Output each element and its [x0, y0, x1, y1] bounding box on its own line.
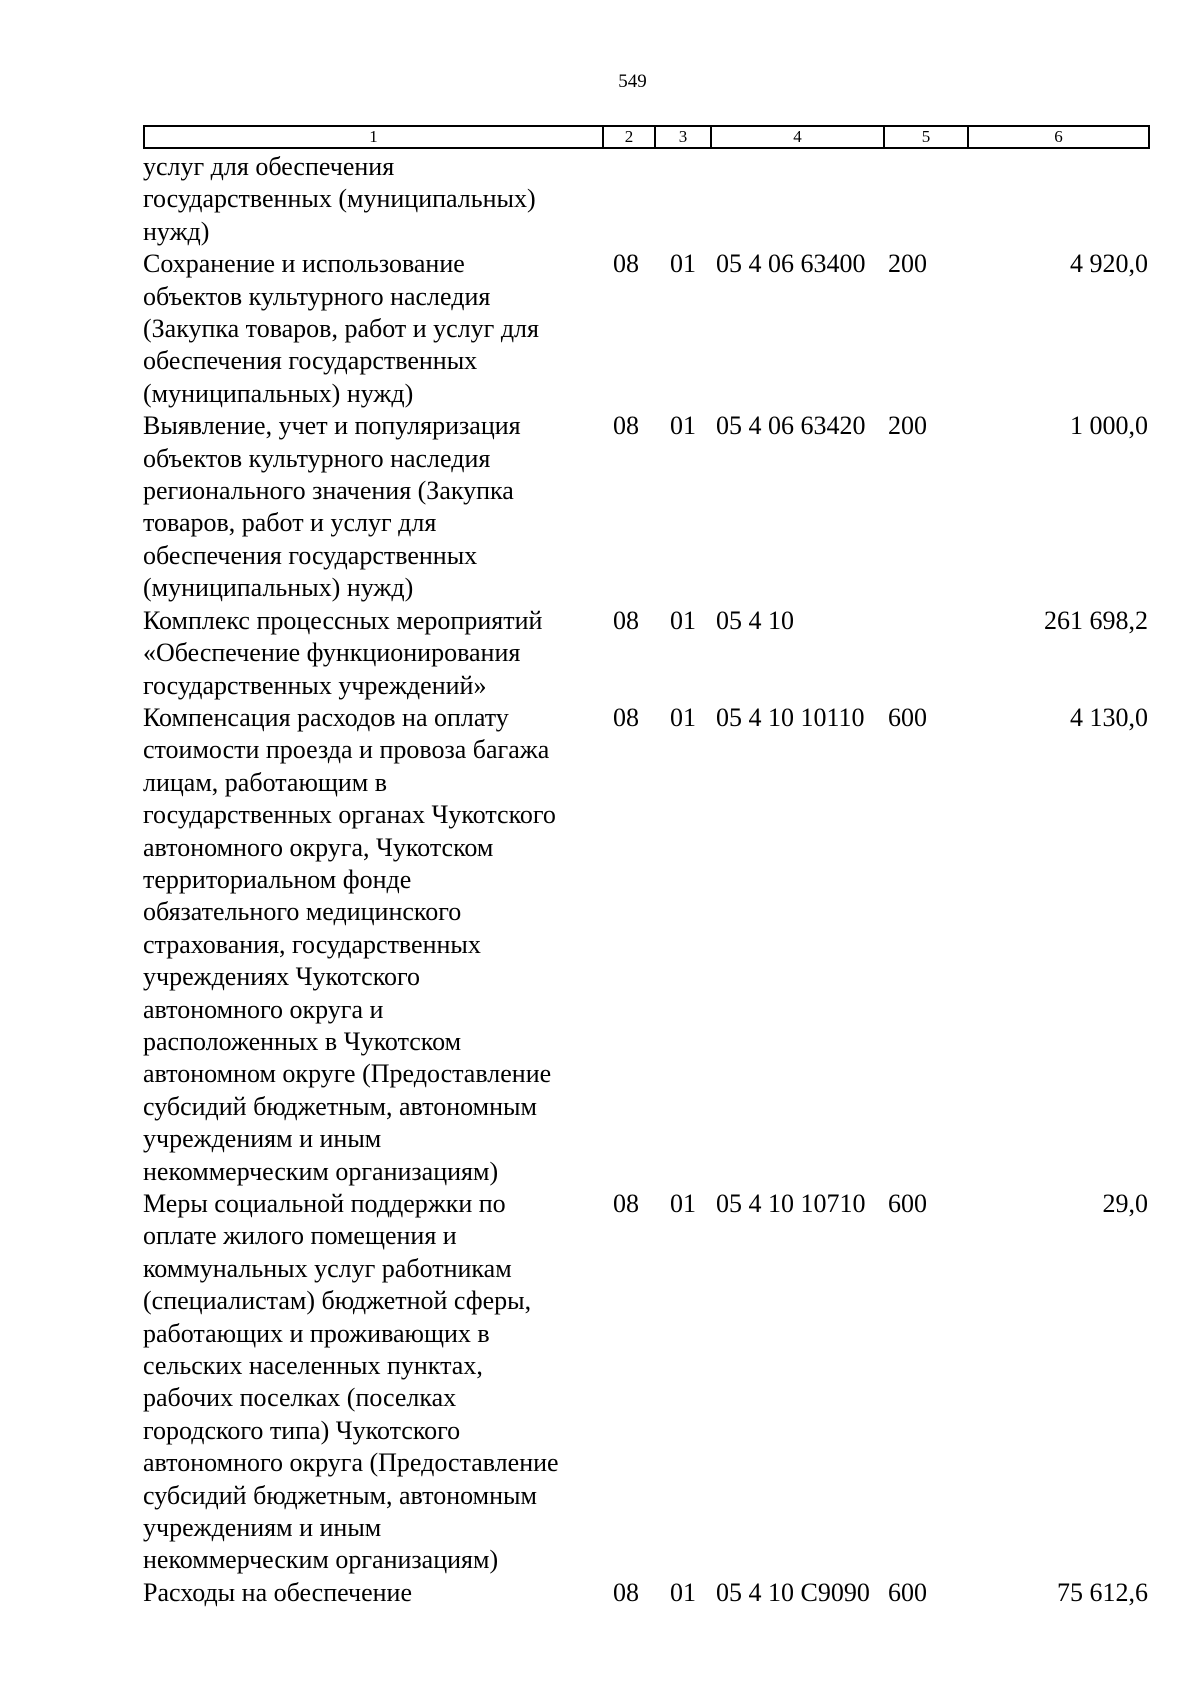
row-name: Выявление, учет и популяризация объектов культурного наследия регионального значения (Закупка товаров, работ и услуг для обеспечения государственных (муниципальных) нужд) — [143, 411, 521, 603]
column-header-3: 3 — [655, 126, 711, 148]
row-amount: 1 000,0 — [1070, 411, 1148, 441]
row-target-code: 05 4 06 63420 — [716, 411, 866, 441]
row-subsection: 01 — [670, 249, 696, 279]
table-row — [143, 605, 1148, 702]
column-header-4: 4 — [711, 126, 884, 148]
row-amount: 75 612,6 — [1057, 1577, 1148, 1607]
row-name: Компенсация расходов на оплату стоимости проезда и провоза багажа лицам, работающим в государственных органах Чукотского автономного округа, Чукотском территориальном фонде обязательного медицинского страхования, государственных учреждениях Чукотского автономного округа и расположенных в Чукотском автономном округе (Предоставление субсидий бюджетным, автономным учреждениям и иным некоммерческим организациям) — [143, 702, 556, 1186]
row-expense-type: 600 — [888, 1189, 927, 1218]
row-expense-type: 600 — [888, 1577, 927, 1607]
row-name: Сохранение и использование объектов культурного наследия (Закупка товаров, работ и услуг для обеспечения государственных (муниципальных) нужд) — [143, 249, 539, 408]
row-section: 08 — [613, 702, 639, 732]
row-subsection: 01 — [670, 1189, 696, 1218]
row-target-code: 05 4 10 10110 — [716, 702, 865, 732]
row-section: 08 — [613, 605, 639, 635]
row-subsection: 01 — [670, 411, 696, 441]
row-expense-type: 200 — [888, 411, 927, 441]
row-name: Меры социальной поддержки по оплате жилого помещения и коммунальных услуг работникам (специалистам) бюджетной сферы, работающих и проживающих в сельских населенных пунктах, рабочих поселках (поселках городского типа) Чукотского автономного округа (Предоставление субсидий бюджетным, автономным учреждениям и иным некоммерческим организациям) — [143, 1189, 559, 1575]
row-target-code: 05 4 10 С9090 — [716, 1577, 870, 1607]
column-header-table — [143, 125, 1150, 149]
column-header-2: 2 — [603, 126, 655, 148]
row-section: 08 — [613, 249, 639, 279]
row-name: Расходы на обеспечение — [143, 1577, 413, 1607]
row-expense-type: 200 — [888, 249, 927, 279]
row-target-code: 05 4 10 — [716, 605, 794, 635]
row-amount: 261 698,2 — [1044, 605, 1148, 635]
row-name: услуг для обеспечения государственных (муниципальных) нужд) — [143, 152, 536, 246]
row-amount: 4 130,0 — [1070, 702, 1148, 732]
table-row — [143, 1188, 1148, 1577]
table-row — [143, 702, 1148, 1188]
table-row — [143, 410, 1148, 604]
row-subsection: 01 — [670, 605, 696, 635]
table-row — [143, 1577, 1148, 1609]
column-header-row — [144, 126, 1149, 148]
row-target-code: 05 4 06 63400 — [716, 249, 866, 279]
row-subsection: 01 — [670, 1577, 696, 1607]
row-section: 08 — [613, 1577, 639, 1607]
budget-table-body — [143, 151, 1148, 1609]
row-expense-type: 600 — [888, 702, 927, 732]
row-section: 08 — [613, 1189, 639, 1218]
table-row — [143, 248, 1148, 410]
row-amount: 4 920,0 — [1070, 249, 1148, 279]
row-target-code: 05 4 10 10710 — [716, 1189, 866, 1218]
row-amount: 29,0 — [1102, 1189, 1148, 1218]
row-name: Комплекс процессных мероприятий «Обеспечение функционирования государственных учреждений» — [143, 605, 543, 700]
table-row — [143, 151, 1148, 248]
row-section: 08 — [613, 411, 639, 441]
column-header-5: 5 — [884, 126, 968, 148]
column-header-1: 1 — [144, 126, 603, 148]
page-number: 549 — [618, 71, 647, 92]
column-header-6: 6 — [968, 126, 1149, 148]
row-subsection: 01 — [670, 702, 696, 732]
